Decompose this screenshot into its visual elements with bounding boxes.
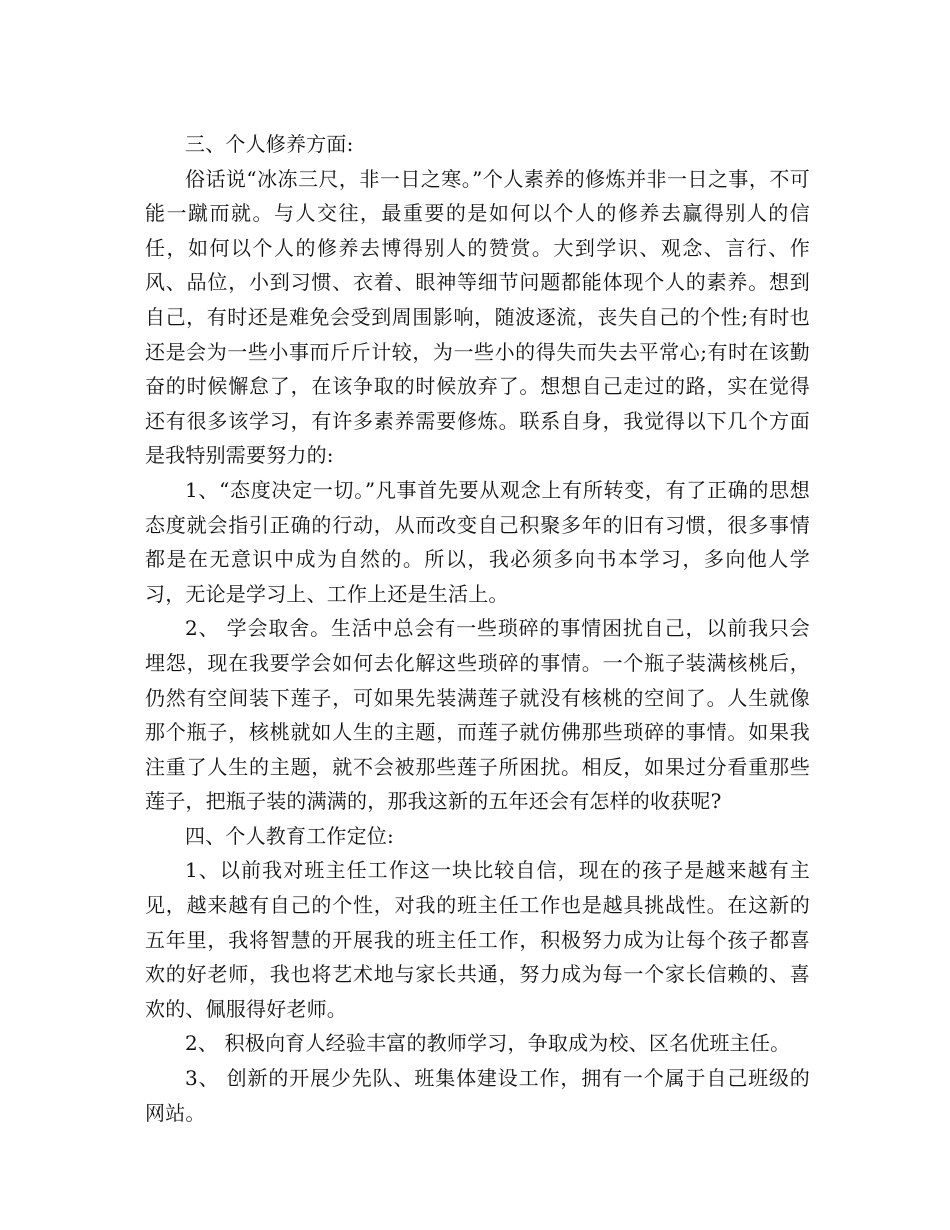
section-heading-education-positioning: 四、个人教育工作定位:: [185, 823, 394, 848]
paragraph-cultivation-intro: 俗话说“冰冻三尺，非一日之寒。”个人素养的修炼并非一日之事，不可能一蹴而就。与人交往，最重要的是如何以个人的修养去赢得别人的信任，如何以个人的修养去博得别人的赞赏。大到学识、观念、言行、作风、品位，小到习惯、衣着、眼神等细节问题都能体现个人的素养。想到自己，有时还是难免会受到周围影响，随波逐流，丧失自己的个性;有时也还是会为一些小事而斤斤计较，为一些小的得失而失去平常心;有时在该勤奋的时候懈怠了，在该争取的时候放弃了。想想自己走过的路，实在觉得还有很多该学习，有许多素养需要修炼。联系自身，我觉得以下几个方面是我特别需要努力的:: [145, 166, 810, 468]
section-heading-personal-cultivation: 三、个人修养方面:: [185, 132, 354, 156]
paragraph-class-website: 3、 创新的开展少先队、班集体建设工作，拥有一个属于自己班级的网站。: [145, 1066, 810, 1125]
paragraph-attitude: 1、“态度决定一切。”凡事首先要从观念上有所转变，有了正确的思想态度就会指引正确的行动，从而改变自己积聚多年的旧有习惯，很多事情都是在无意识中成为自然的。所以，我必须多向书本学习，多向他人学习，无论是学习上、工作上还是生活上。: [145, 477, 810, 606]
paragraph-class-teacher-work: 1、以前我对班主任工作这一块比较自信，现在的孩子是越来越有主见，越来越有自己的个性，对我的班主任工作也是越具挑战性。在这新的五年里，我将智慧的开展我的班主任工作，积极努力成为让每个孩子都喜欢的好老师，我也将艺术地与家长共通，努力成为每一个家长信赖的、喜欢的、佩服得好老师。: [145, 858, 810, 1021]
document-body: [145, 127, 810, 1130]
paragraph-learn-from-experienced: 2、 积极向育人经验丰富的教师学习，争取成为校、区名优班主任。: [185, 1031, 791, 1056]
paragraph-choices: 2、 学会取舍。生活中总会有一些琐碎的事情困扰自己，以前我只会埋怨，现在我要学会如何去化解这些琐碎的事情。一个瓶子装满核桃后，仍然有空间装下莲子，可如果先装满莲子就没有核桃的空间了。人生就像那个瓶子，核桃就如人生的主题，而莲子就仿佛那些琐碎的事情。如果我注重了人生的主题，就不会被那些莲子所困扰。相反，如果过分看重那些莲子，把瓶子装的满满的，那我这新的五年还会有怎样的收获呢?: [145, 616, 810, 814]
